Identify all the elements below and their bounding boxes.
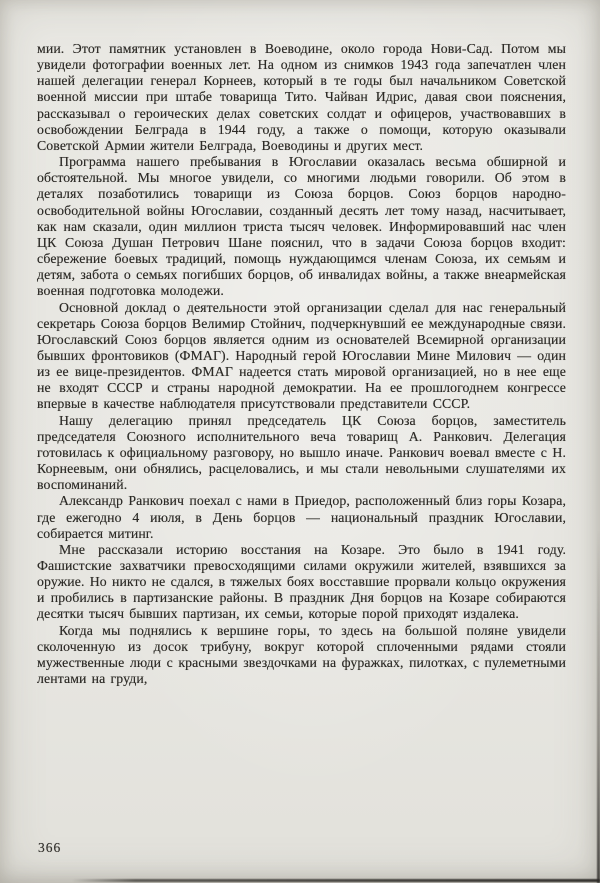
paragraph: Мне рассказали историю восстания на Козаре. Это было в 1941 году. Фашистские захватчики превосходящими силами окружили жителей, взявшихся за оружие. Но никто не сдался, в тяжелых боях восставшие прорвали кольцо окружения и пробились в партизанские районы. В праздник Дня борцов на Козаре собираются десятки тысяч бывших партизан, их семьи, которые порой приходят издалека. — [37, 541, 566, 622]
paragraph: Нашу делегацию принял председатель ЦК Союза борцов, заместитель председателя Союзного исполнительного веча товарищ А. Ранкович. Делегация готовилась к официальному разговору, но вышло иначе. Ранкович воевал вместе с Н. Корнеевым, они обнялись, расцеловались, и мы стали невольными слушателями их воспоминаний. — [37, 412, 566, 493]
scan-artifact-bottom-edge — [72, 879, 600, 882]
paragraph: мии. Этот памятник установлен в Воеводине, около города Нови-Сад. Потом мы увидели фотографии военных лет. На одном из снимков 1943 года запечатлен член нашей делегации генерал Корнеев, который в те годы был начальником Советской военной миссии при штабе товарища Тито. Чайван Идрис, давая свои пояснения, рассказывал о героических делах советских солдат и офицеров, участвовавших в освобождении Белграда в 1944 году, а также о помощи, которую оказывали Советской Армии жители Белграда, Воеводины и других мест. — [37, 41, 566, 153]
page-number: 366 — [38, 840, 62, 855]
page-text — [37, 41, 566, 687]
paragraph: Когда мы поднялись к вершине горы, то здесь на большой поляне увидели сколоченную из досок трибуну, вокруг которой сплоченными рядами стояли мужественные люди с красными звездочками на фуражках, пилотках, с пулеметными лентами на груди, — [37, 622, 566, 687]
paragraph: Александр Ранкович поехал с нами в Приедор, расположенный близ горы Козара, где ежегодно 4 июля, в День борцов — национальный праздник Югославии, собирается митинг. — [37, 493, 566, 541]
paragraph: Основной доклад о деятельности этой организации сделал для нас генеральный секретарь Союза борцов Велимир Стойнич, подчеркнувший ее международные связи. Югославский Союз борцов является одним из основателей Всемирной организации бывших фронтовиков (ФМАГ). Народный герой Югославии Мине Милович — один из ее вице-президентов. ФМАГ надеется стать мировой организацией, но в нее еще не входят СССР и страны народной демократии. На ее прошлогоднем конгрессе впервые в качестве наблюдателя присутствовали представители СССР. — [37, 299, 566, 412]
paragraph: Программа нашего пребывания в Югославии оказалась весьма обширной и обстоятельной. Мы многое увидели, со многими людьми говорили. Об этом в деталях позаботились товарищи из Союза борцов. Союз борцов народно-освободительной войны Югославии, созданный десять лет тому назад, насчитывает, как нам сказали, один миллион триста тысяч человек. Информировавший нас член ЦК Союза Душан Петрович Шане пояснил, что в задачи Союза борцов входит: сбережение боевых традиций, помощь нуждающимся членам Союза, их семьям и детям, забота о семьях погибших борцов, об инвалидах войны, а также внеармейская военная подготовка молодежи. — [37, 154, 566, 299]
